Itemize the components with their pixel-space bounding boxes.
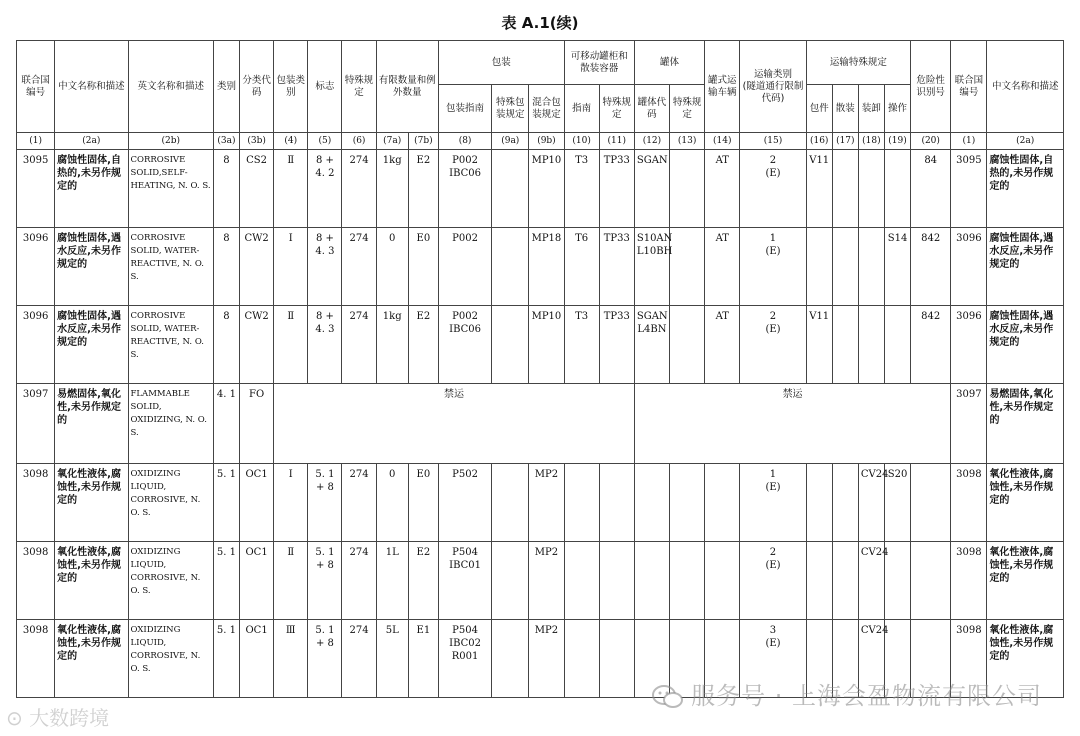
un-no: 3098 <box>17 542 55 620</box>
tank-guide: T3 <box>564 150 599 228</box>
transport-cat-value: 2 <box>769 547 777 558</box>
un-no: 3098 <box>17 620 55 698</box>
hazard-id <box>911 464 951 542</box>
bulk-prov <box>832 228 858 306</box>
pack-special <box>492 620 529 698</box>
column-index-cell: (5) <box>308 133 342 150</box>
limited-qty: 1kg <box>376 150 408 228</box>
hdr-special: 特殊规定 <box>342 41 376 133</box>
cn-name: 氧化性液体,腐蚀性,未另作规定的 <box>55 464 128 542</box>
un-no: 3096 <box>17 306 55 384</box>
class-code: OC1 <box>240 542 274 620</box>
hdr-tank-code: 罐体代码 <box>634 85 669 133</box>
cn-name-right: 氧化性液体,腐蚀性,未另作规定的 <box>987 464 1064 542</box>
hdr-packaging: 包装 <box>438 41 564 85</box>
tank-special <box>599 542 634 620</box>
dangerous-goods-table <box>16 40 1064 698</box>
tunnel-code: (E) <box>765 324 781 335</box>
un-no-right: 3098 <box>951 620 987 698</box>
tank-special-2 <box>670 542 705 620</box>
class-code: FO <box>240 384 274 464</box>
tunnel-code: (E) <box>765 560 781 571</box>
mixed-pack: MP10 <box>529 150 564 228</box>
cn-name: 易燃固体,氧化性,未另作规定的 <box>55 384 128 464</box>
pack-instr: P504 IBC02 R001 <box>438 620 491 698</box>
pack-group: Ⅰ <box>274 464 308 542</box>
mixed-pack: MP10 <box>529 306 564 384</box>
hdr-en-name: 英文名称和描述 <box>128 41 213 133</box>
tank-guide: T6 <box>564 228 599 306</box>
package-prov: V11 <box>806 150 832 228</box>
bulk-prov <box>832 542 858 620</box>
column-index-row <box>17 133 1064 150</box>
cn-name-right: 腐蚀性固体,遇水反应,未另作规定的 <box>987 228 1064 306</box>
special: 274 <box>342 228 376 306</box>
tunnel-code: (E) <box>765 246 781 257</box>
hdr-guide: 指南 <box>564 85 599 133</box>
watermark-corner-text: 大数跨境 <box>29 706 110 730</box>
tank-special-2 <box>670 150 705 228</box>
pack-special <box>492 228 529 306</box>
loading-prov: CV24 <box>858 620 884 698</box>
cn-name: 腐蚀性固体,遇水反应,未另作规定的 <box>55 306 128 384</box>
column-index-cell: (6) <box>342 133 376 150</box>
cn-name-right: 腐蚀性固体,遇水反应,未另作规定的 <box>987 306 1064 384</box>
un-no-right: 3098 <box>951 464 987 542</box>
table-row <box>17 228 1064 306</box>
un-no-right: 3098 <box>951 542 987 620</box>
mixed-pack: MP2 <box>529 464 564 542</box>
labels: 8 + 4. 3 <box>308 228 342 306</box>
excepted-qty: E0 <box>408 228 438 306</box>
cn-name-right: 氧化性液体,腐蚀性,未另作规定的 <box>987 620 1064 698</box>
transport-cat <box>740 464 806 542</box>
column-index-cell: (8) <box>438 133 491 150</box>
pack-instr: P002 IBC06 <box>438 150 491 228</box>
vehicle: AT <box>705 228 740 306</box>
hdr-special2: 特殊规定 <box>599 85 634 133</box>
hazard-id: 842 <box>911 306 951 384</box>
labels: 5. 1 + 8 <box>308 542 342 620</box>
class-code: OC1 <box>240 464 274 542</box>
bulk-prov <box>832 306 858 384</box>
watermark <box>651 676 1042 711</box>
hdr-limited: 有限数量和例外数量 <box>376 41 438 133</box>
un-no: 3098 <box>17 464 55 542</box>
class: 8 <box>213 150 239 228</box>
tank-code <box>634 542 669 620</box>
column-index-cell: (2a) <box>987 133 1064 150</box>
column-index-cell: (1) <box>951 133 987 150</box>
hdr-labels: 标志 <box>308 41 342 133</box>
pack-instr: P502 <box>438 464 491 542</box>
loading-prov <box>858 306 884 384</box>
labels: 5. 1 + 8 <box>308 620 342 698</box>
class: 8 <box>213 228 239 306</box>
excepted-qty: E2 <box>408 150 438 228</box>
hdr-tank-portable: 可移动罐柜和散装容器 <box>564 41 634 85</box>
cn-name: 氧化性液体,腐蚀性,未另作规定的 <box>55 542 128 620</box>
column-index-cell: (14) <box>705 133 740 150</box>
package-prov <box>806 542 832 620</box>
vehicle <box>705 464 740 542</box>
column-index-cell: (19) <box>884 133 910 150</box>
cn-name: 氧化性液体,腐蚀性,未另作规定的 <box>55 620 128 698</box>
class: 4. 1 <box>213 384 239 464</box>
transport-cat-value: 1 <box>769 233 777 244</box>
class-code: CW2 <box>240 228 274 306</box>
cn-name: 腐蚀性固体,自热的,未另作规定的 <box>55 150 128 228</box>
package-prov: V11 <box>806 306 832 384</box>
class: 5. 1 <box>213 464 239 542</box>
labels: 5. 1 + 8 <box>308 464 342 542</box>
pack-special <box>492 464 529 542</box>
cn-name: 腐蚀性固体,遇水反应,未另作规定的 <box>55 228 128 306</box>
en-name: FLAMMABLE SOLID, OXIDIZING, N. O. S. <box>128 384 213 464</box>
vehicle: AT <box>705 150 740 228</box>
labels: 8 + 4. 2 <box>308 150 342 228</box>
transport-cat <box>740 542 806 620</box>
class: 5. 1 <box>213 542 239 620</box>
hdr-transport-cat-sub: (隧道通行限制代码) <box>742 80 804 104</box>
hdr-mixed: 混合包装规定 <box>529 85 564 133</box>
column-index-cell: (15) <box>740 133 806 150</box>
package-prov <box>806 228 832 306</box>
watermark-text: 服务号 · 上海会盈物流有限公司 <box>691 682 1042 710</box>
tank-code: SGAN <box>634 150 669 228</box>
column-index-cell: (18) <box>858 133 884 150</box>
mixed-pack: MP2 <box>529 620 564 698</box>
hdr-vehicle: 罐式运输车辆 <box>705 41 740 133</box>
loading-prov <box>858 150 884 228</box>
column-index-cell: (3a) <box>213 133 239 150</box>
hdr-cn-name: 中文名称和描述 <box>55 41 128 133</box>
operation-prov <box>884 542 910 620</box>
bulk-prov <box>832 464 858 542</box>
column-index-cell: (11) <box>599 133 634 150</box>
class-code: OC1 <box>240 620 274 698</box>
column-index-cell: (7b) <box>408 133 438 150</box>
loading-prov: CV24 <box>858 464 884 542</box>
tank-special <box>599 464 634 542</box>
hdr-special3: 特殊规定 <box>670 85 705 133</box>
operation-prov: S20 <box>884 464 910 542</box>
hdr-class-code: 分类代码 <box>240 41 274 133</box>
excepted-qty: E2 <box>408 306 438 384</box>
watermark-logo-icon: ⊙ <box>6 706 30 730</box>
un-no-right: 3096 <box>951 306 987 384</box>
un-no: 3097 <box>17 384 55 464</box>
wechat-icon <box>651 684 685 710</box>
hazard-id: 842 <box>911 228 951 306</box>
labels: 8 + 4. 3 <box>308 306 342 384</box>
limited-qty: 1kg <box>376 306 408 384</box>
cn-name-right: 氧化性液体,腐蚀性,未另作规定的 <box>987 542 1064 620</box>
hdr-operation: 操作 <box>884 85 910 133</box>
un-no: 3096 <box>17 228 55 306</box>
column-index-cell: (7a) <box>376 133 408 150</box>
table-row <box>17 150 1064 228</box>
special: 274 <box>342 306 376 384</box>
hdr-loading: 装卸 <box>858 85 884 133</box>
tank-guide <box>564 620 599 698</box>
table-row <box>17 384 1064 464</box>
excepted-qty: E2 <box>408 542 438 620</box>
tank-special: TP33 <box>599 228 634 306</box>
pack-group: Ⅲ <box>274 620 308 698</box>
hdr-hazard-id: 危险性识别号 <box>911 41 951 133</box>
hdr-transport-cat-main: 运输类别 <box>753 68 792 80</box>
en-name: OXIDIZING LIQUID, CORROSIVE, N. O. S. <box>128 620 213 698</box>
hdr-un-no-right: 联合国编号 <box>951 41 987 133</box>
tank-code: SGAN L4BN <box>634 306 669 384</box>
hazard-id: 84 <box>911 150 951 228</box>
pack-instr: P504 IBC01 <box>438 542 491 620</box>
table-title: 表 A.1(续) <box>501 14 579 32</box>
transport-cat <box>740 228 806 306</box>
tunnel-code: (E) <box>765 482 781 493</box>
transport-cat-value: 1 <box>769 469 777 480</box>
bulk-prov <box>832 150 858 228</box>
class-code: CW2 <box>240 306 274 384</box>
column-index-cell: (13) <box>670 133 705 150</box>
hdr-transport-cat <box>740 41 806 133</box>
hdr-class: 类别 <box>213 41 239 133</box>
operation-prov <box>884 306 910 384</box>
tank-special-2 <box>670 306 705 384</box>
un-no-right: 3097 <box>951 384 987 464</box>
vehicle <box>705 542 740 620</box>
hdr-cn-name-right: 中文名称和描述 <box>987 41 1064 133</box>
column-index-cell: (12) <box>634 133 669 150</box>
un-no: 3095 <box>17 150 55 228</box>
column-index-cell: (17) <box>832 133 858 150</box>
column-index-cell: (2b) <box>128 133 213 150</box>
pack-group: Ⅱ <box>274 542 308 620</box>
un-no-right: 3096 <box>951 228 987 306</box>
pack-group: Ⅱ <box>274 150 308 228</box>
class-code: CS2 <box>240 150 274 228</box>
column-index-cell: (9a) <box>492 133 529 150</box>
limited-qty: 1L <box>376 542 408 620</box>
excepted-qty: E1 <box>408 620 438 698</box>
en-name: CORROSIVE SOLID, WATER-REACTIVE, N. O. S. <box>128 306 213 384</box>
cn-name-right: 易燃固体,氧化性,未另作规定的 <box>987 384 1064 464</box>
column-index-cell: (20) <box>911 133 951 150</box>
loading-prov <box>858 228 884 306</box>
tank-code <box>634 464 669 542</box>
en-name: CORROSIVE SOLID, WATER-REACTIVE, N. O. S. <box>128 228 213 306</box>
special: 274 <box>342 620 376 698</box>
limited-qty: 5L <box>376 620 408 698</box>
hdr-pack-group: 包装类别 <box>274 41 308 133</box>
limited-qty: 0 <box>376 464 408 542</box>
hdr-tank: 罐体 <box>634 41 704 85</box>
pack-special <box>492 306 529 384</box>
column-index-cell: (1) <box>17 133 55 150</box>
forbidden-transport-label: 禁运 <box>274 384 635 464</box>
transport-cat <box>740 306 806 384</box>
tunnel-code: (E) <box>765 638 781 649</box>
tank-guide <box>564 542 599 620</box>
pack-group: Ⅰ <box>274 228 308 306</box>
mixed-pack: MP2 <box>529 542 564 620</box>
operation-prov: S14 <box>884 228 910 306</box>
un-no-right: 3095 <box>951 150 987 228</box>
hdr-transport-special: 运输特殊规定 <box>806 41 910 85</box>
pack-special <box>492 542 529 620</box>
package-prov <box>806 464 832 542</box>
special: 274 <box>342 542 376 620</box>
table-row <box>17 542 1064 620</box>
tank-code: S10AN L10BH <box>634 228 669 306</box>
column-index-cell: (9b) <box>529 133 564 150</box>
tunnel-code: (E) <box>765 168 781 179</box>
hdr-pack-special: 特殊包装规定 <box>492 85 529 133</box>
cn-name-right: 腐蚀性固体,自热的,未另作规定的 <box>987 150 1064 228</box>
column-index-cell: (4) <box>274 133 308 150</box>
column-index-cell: (2a) <box>55 133 128 150</box>
table-body <box>17 150 1064 698</box>
tank-special: TP33 <box>599 150 634 228</box>
tank-special-2 <box>670 464 705 542</box>
table-row <box>17 306 1064 384</box>
transport-cat-value: 2 <box>769 155 777 166</box>
table-row <box>17 464 1064 542</box>
transport-cat-value: 2 <box>769 311 777 322</box>
loading-prov: CV24 <box>858 542 884 620</box>
tank-special-2 <box>670 228 705 306</box>
class: 8 <box>213 306 239 384</box>
pack-instr: P002 IBC06 <box>438 306 491 384</box>
pack-special <box>492 150 529 228</box>
hdr-un-no: 联合国编号 <box>17 41 55 133</box>
watermark-corner <box>6 702 109 731</box>
hdr-bulk: 散装 <box>832 85 858 133</box>
en-name: CORROSIVE SOLID,SELF-HEATING, N. O. S. <box>128 150 213 228</box>
en-name: OXIDIZING LIQUID, CORROSIVE, N. O. S. <box>128 464 213 542</box>
forbidden-transport-label: 禁运 <box>634 384 950 464</box>
transport-cat <box>740 150 806 228</box>
hdr-pack-instr: 包装指南 <box>438 85 491 133</box>
tank-special <box>599 620 634 698</box>
tank-guide <box>564 464 599 542</box>
transport-cat-value: 3 <box>769 625 777 636</box>
limited-qty: 0 <box>376 228 408 306</box>
hdr-package: 包件 <box>806 85 832 133</box>
class: 5. 1 <box>213 620 239 698</box>
column-index-cell: (10) <box>564 133 599 150</box>
special: 274 <box>342 150 376 228</box>
tank-guide: T3 <box>564 306 599 384</box>
mixed-pack: MP18 <box>529 228 564 306</box>
operation-prov <box>884 150 910 228</box>
column-index-cell: (16) <box>806 133 832 150</box>
pack-group: Ⅱ <box>274 306 308 384</box>
column-index-cell: (3b) <box>240 133 274 150</box>
tank-special: TP33 <box>599 306 634 384</box>
vehicle: AT <box>705 306 740 384</box>
special: 274 <box>342 464 376 542</box>
hazard-id <box>911 542 951 620</box>
excepted-qty: E0 <box>408 464 438 542</box>
pack-instr: P002 <box>438 228 491 306</box>
en-name: OXIDIZING LIQUID, CORROSIVE, N. O. S. <box>128 542 213 620</box>
